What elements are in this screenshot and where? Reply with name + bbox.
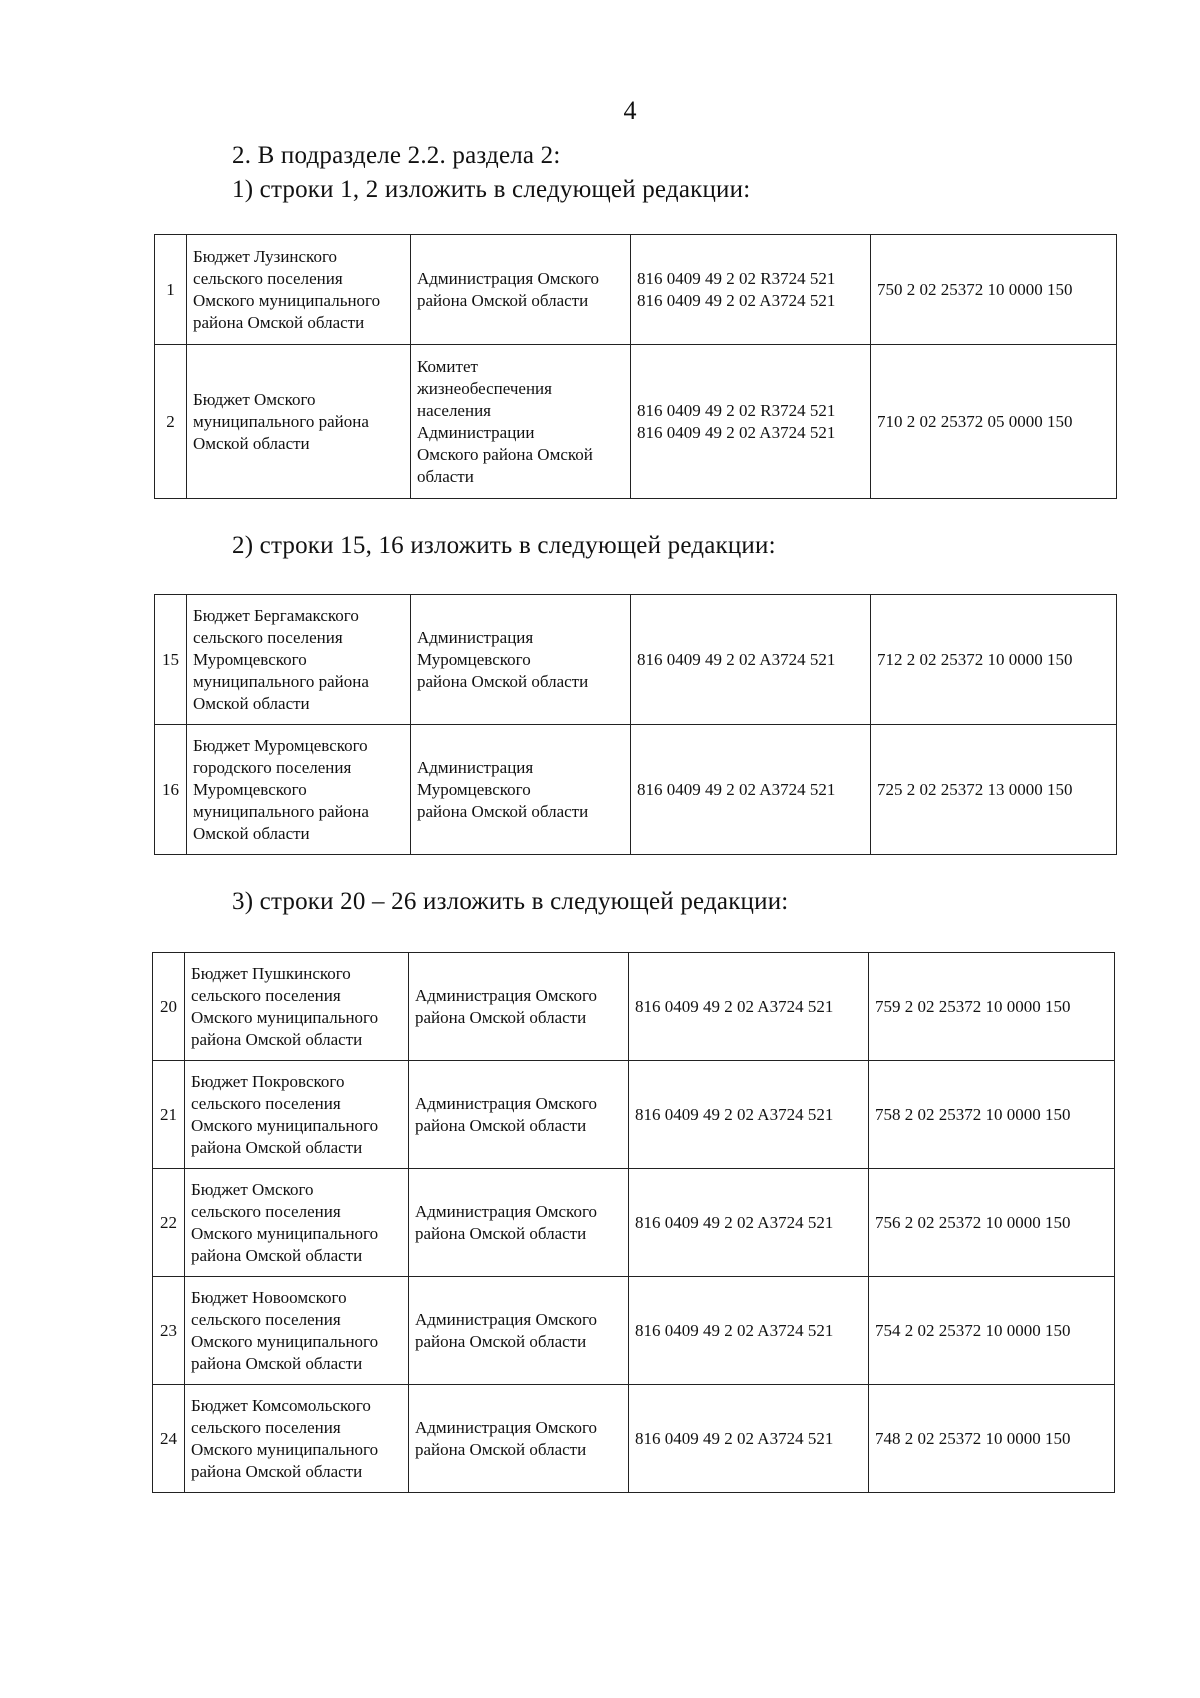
- revenue-code-cell: [869, 1169, 1115, 1277]
- rows-1-2-table: [154, 234, 1117, 499]
- budget-name-cell-line: района Омской области: [191, 1245, 363, 1265]
- administrator-cell-line: района Омской области: [417, 671, 589, 691]
- administrator-cell-line: Администрация: [417, 757, 534, 777]
- table-row: [155, 595, 1117, 725]
- administrator-cell: [409, 1277, 629, 1385]
- budget-name-cell-line: Омской области: [193, 693, 310, 713]
- budget-name-cell: [187, 725, 411, 855]
- budget-code-cell: [631, 345, 871, 499]
- revenue-code-cell: [869, 1277, 1115, 1385]
- revenue-code: 710 2 02 25372 05 0000 150: [877, 411, 1073, 431]
- rows-20-26-table: [152, 952, 1115, 1493]
- row-number: 1: [155, 235, 187, 345]
- budget-name-cell-line: Бюджет Комсомольского: [191, 1395, 371, 1415]
- revenue-code-cell: [869, 953, 1115, 1061]
- rows-15-16-table: [154, 594, 1117, 855]
- administrator-cell-line: района Омской области: [417, 801, 589, 821]
- budget-name-cell-line: Омского муниципального: [191, 1007, 379, 1027]
- budget-name-cell-line: сельского поселения: [191, 1417, 341, 1437]
- revenue-code-cell: [871, 725, 1117, 855]
- budget-code-cell: [631, 725, 871, 855]
- budget-name-cell-line: Бюджет Новоомского: [191, 1287, 347, 1307]
- budget-name-cell-line: района Омской области: [193, 312, 365, 332]
- budget-name-cell-line: Муромцевского: [193, 649, 307, 669]
- budget-name-cell: [187, 235, 411, 345]
- budget-name-cell-line: Бюджет Омского: [193, 389, 316, 409]
- administrator-cell-line: района Омской области: [415, 1223, 587, 1243]
- administrator-cell-line: Администрация Омского: [415, 1201, 597, 1221]
- administrator-cell-line: Администрация: [417, 627, 534, 647]
- budget-code-cell: [629, 1385, 869, 1493]
- administrator-cell-line: населения: [417, 400, 491, 420]
- revenue-code: 748 2 02 25372 10 0000 150: [875, 1428, 1071, 1448]
- budget-name-cell-line: Бюджет Лузинского: [193, 246, 338, 266]
- administrator-cell-line: Администрация Омского: [415, 1309, 597, 1329]
- budget-name-cell-line: Омского муниципального: [191, 1331, 379, 1351]
- budget-name-cell: [185, 1169, 409, 1277]
- part2-heading: 2) строки 15, 16 изложить в следующей редакции:: [232, 532, 776, 559]
- administrator-cell-line: области: [417, 466, 474, 486]
- administrator-cell-line: жизнеобеспечения: [417, 378, 552, 398]
- part3-heading: 3) строки 20 – 26 изложить в следующей редакции:: [232, 888, 789, 915]
- administrator-cell: [411, 235, 631, 345]
- budget-code-cell-line: 816 0409 49 2 02 A3724 521: [635, 1212, 834, 1232]
- budget-name-cell-line: района Омской области: [191, 1029, 363, 1049]
- budget-name-cell-line: муниципального района: [193, 411, 369, 431]
- budget-name-cell-line: Бюджет Муромцевского: [193, 735, 368, 755]
- budget-name-cell: [185, 1061, 409, 1169]
- table-row: [155, 345, 1117, 499]
- budget-name-cell: [185, 1277, 409, 1385]
- budget-name-cell-line: Муромцевского: [193, 779, 307, 799]
- administrator-cell: [411, 345, 631, 499]
- budget-name-cell-line: муниципального района: [193, 671, 369, 691]
- budget-name-cell-line: сельского поселения: [191, 985, 341, 1005]
- budget-code-cell: [629, 1277, 869, 1385]
- administrator-cell: [411, 725, 631, 855]
- budget-name-cell: [185, 953, 409, 1061]
- budget-name-cell-line: сельского поселения: [193, 627, 343, 647]
- budget-code-cell-line: 816 0409 49 2 02 A3724 521: [635, 1104, 834, 1124]
- row-number: 2: [155, 345, 187, 499]
- budget-name-cell-line: сельского поселения: [193, 268, 343, 288]
- row-number: 21: [153, 1061, 185, 1169]
- table-row: [155, 725, 1117, 855]
- budget-name-cell: [187, 595, 411, 725]
- administrator-cell-line: Муромцевского: [417, 779, 531, 799]
- budget-name-cell-line: Омского муниципального: [193, 290, 381, 310]
- administrator-cell-line: района Омской области: [415, 1007, 587, 1027]
- revenue-code: 759 2 02 25372 10 0000 150: [875, 996, 1071, 1016]
- administrator-cell: [409, 953, 629, 1061]
- budget-code-cell-line: 816 0409 49 2 02 A3724 521: [637, 779, 836, 799]
- budget-name-cell-line: района Омской области: [191, 1137, 363, 1157]
- budget-name-cell-line: Омской области: [193, 823, 310, 843]
- page-number: 4: [623, 96, 637, 125]
- row-number: 16: [155, 725, 187, 855]
- budget-name-cell-line: Омского муниципального: [191, 1223, 379, 1243]
- budget-code-cell-line: 816 0409 49 2 02 A3724 521: [637, 649, 836, 669]
- budget-code-cell: [629, 1169, 869, 1277]
- budget-code-cell-line: 816 0409 49 2 02 A3724 521: [637, 290, 836, 310]
- budget-code-cell: [631, 595, 871, 725]
- budget-name-cell-line: муниципального района: [193, 801, 369, 821]
- table-row: [153, 953, 1115, 1061]
- budget-name-cell-line: района Омской области: [191, 1353, 363, 1373]
- revenue-code-cell: [871, 345, 1117, 499]
- budget-name-cell-line: района Омской области: [191, 1461, 363, 1481]
- administrator-cell-line: района Омской области: [415, 1439, 587, 1459]
- table-row: [155, 235, 1117, 345]
- administrator-cell: [409, 1385, 629, 1493]
- budget-name-cell-line: городского поселения: [193, 757, 352, 777]
- administrator-cell-line: Муромцевского: [417, 649, 531, 669]
- revenue-code: 756 2 02 25372 10 0000 150: [875, 1212, 1071, 1232]
- budget-name-cell-line: Омского муниципального: [191, 1439, 379, 1459]
- budget-name-cell-line: Бюджет Бергамакского: [193, 605, 359, 625]
- administrator-cell-line: Омского района Омской: [417, 444, 593, 464]
- budget-code-cell-line: 816 0409 49 2 02 R3724 521: [637, 268, 836, 288]
- budget-name-cell: [187, 345, 411, 499]
- table-row: [153, 1061, 1115, 1169]
- budget-name-cell-line: сельского поселения: [191, 1093, 341, 1113]
- revenue-code-cell: [869, 1385, 1115, 1493]
- revenue-code: 725 2 02 25372 13 0000 150: [877, 779, 1073, 799]
- administrator-cell-line: Администрация Омского: [415, 1417, 597, 1437]
- revenue-code-cell: [871, 235, 1117, 345]
- row-number: 22: [153, 1169, 185, 1277]
- administrator-cell-line: района Омской области: [417, 290, 589, 310]
- budget-code-cell-line: 816 0409 49 2 02 A3724 521: [635, 1428, 834, 1448]
- administrator-cell-line: Администрации: [417, 422, 535, 442]
- administrator-cell-line: Администрация Омского: [415, 1093, 597, 1113]
- budget-name-cell-line: сельского поселения: [191, 1201, 341, 1221]
- budget-code-cell-line: 816 0409 49 2 02 R3724 521: [637, 400, 836, 420]
- administrator-cell-line: Администрация Омского: [417, 268, 599, 288]
- table-row: [153, 1277, 1115, 1385]
- revenue-code-cell: [871, 595, 1117, 725]
- revenue-code-cell: [869, 1061, 1115, 1169]
- row-number: 20: [153, 953, 185, 1061]
- administrator-cell-line: района Омской области: [415, 1115, 587, 1135]
- budget-code-cell: [629, 953, 869, 1061]
- revenue-code: 754 2 02 25372 10 0000 150: [875, 1320, 1071, 1340]
- budget-name-cell-line: Бюджет Пушкинского: [191, 963, 351, 983]
- budget-name-cell: [185, 1385, 409, 1493]
- administrator-cell-line: Комитет: [417, 356, 478, 376]
- administrator-cell: [411, 595, 631, 725]
- budget-code-cell-line: 816 0409 49 2 02 A3724 521: [637, 422, 836, 442]
- budget-code-cell-line: 816 0409 49 2 02 A3724 521: [635, 1320, 834, 1340]
- row-number: 15: [155, 595, 187, 725]
- revenue-code: 758 2 02 25372 10 0000 150: [875, 1104, 1071, 1124]
- administrator-cell-line: района Омской области: [415, 1331, 587, 1351]
- revenue-code: 712 2 02 25372 10 0000 150: [877, 649, 1073, 669]
- revenue-code: 750 2 02 25372 10 0000 150: [877, 279, 1073, 299]
- budget-name-cell-line: сельского поселения: [191, 1309, 341, 1329]
- budget-name-cell-line: Бюджет Омского: [191, 1179, 314, 1199]
- budget-code-cell-line: 816 0409 49 2 02 A3724 521: [635, 996, 834, 1016]
- budget-name-cell-line: Бюджет Покровского: [191, 1071, 345, 1091]
- budget-code-cell: [631, 235, 871, 345]
- budget-name-cell-line: Омского муниципального: [191, 1115, 379, 1135]
- budget-name-cell-line: Омской области: [193, 433, 310, 453]
- administrator-cell-line: Администрация Омского: [415, 985, 597, 1005]
- table-row: [153, 1385, 1115, 1493]
- administrator-cell: [409, 1169, 629, 1277]
- row-number: 23: [153, 1277, 185, 1385]
- part1-heading: 1) строки 1, 2 изложить в следующей редакции:: [232, 176, 751, 203]
- budget-code-cell: [629, 1061, 869, 1169]
- table-row: [153, 1169, 1115, 1277]
- section-heading: 2. В подразделе 2.2. раздела 2:: [232, 142, 561, 169]
- administrator-cell: [409, 1061, 629, 1169]
- row-number: 24: [153, 1385, 185, 1493]
